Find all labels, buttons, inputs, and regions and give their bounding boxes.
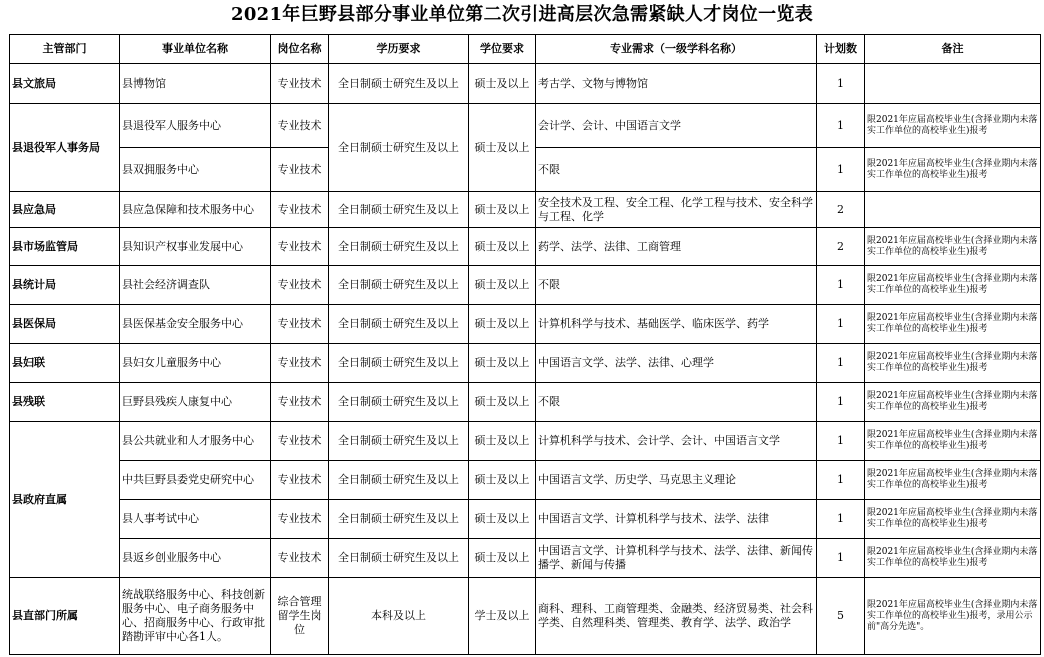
count-cell: 1 xyxy=(817,500,865,539)
degree-cell: 硕士及以上 xyxy=(469,344,536,383)
note-cell: 限2021年应届高校毕业生(含择业期内未落实工作单位的高校毕业生)报考，录用公示前"高分先选"。 xyxy=(865,578,1041,655)
edu-cell: 全日制硕士研究生及以上 xyxy=(329,266,469,305)
dept-cell: 县退役军人事务局 xyxy=(10,104,120,192)
major-cell: 中国语言文学、计算机科学与技术、法学、法律、新闻传播学、新闻与传播 xyxy=(536,539,817,578)
dept-cell: 县市场监管局 xyxy=(10,228,120,266)
edu-cell: 本科及以上 xyxy=(329,578,469,655)
dept-cell: 县应急局 xyxy=(10,192,120,228)
table-row xyxy=(10,383,1041,422)
count-cell: 1 xyxy=(817,305,865,344)
count-cell: 1 xyxy=(817,64,865,104)
note-cell: 限2021年应届高校毕业生(含择业期内未落实工作单位的高校毕业生)报考 xyxy=(865,148,1041,192)
count-cell: 1 xyxy=(817,539,865,578)
major-cell: 商科、理科、工商管理类、金融类、经济贸易类、社会科学类、自然理科类、管理类、教育学、法学、政治学 xyxy=(536,578,817,655)
degree-cell: 硕士及以上 xyxy=(469,422,536,461)
edu-cell: 全日制硕士研究生及以上 xyxy=(329,64,469,104)
count-cell: 1 xyxy=(817,422,865,461)
count-cell: 1 xyxy=(817,344,865,383)
unit-cell: 统战联络服务中心、科技创新服务中心、电子商务服务中心、招商服务中心、行政审批踏勘评审中心各1人。 xyxy=(120,578,271,655)
major-cell: 安全技术及工程、安全工程、化学工程与技术、安全科学与工程、化学 xyxy=(536,192,817,228)
unit-cell: 巨野县残疾人康复中心 xyxy=(120,383,271,422)
note-cell: 限2021年应届高校毕业生(含择业期内未落实工作单位的高校毕业生)报考 xyxy=(865,461,1041,500)
count-cell: 2 xyxy=(817,192,865,228)
major-cell: 会计学、会计、中国语言文学 xyxy=(536,104,817,148)
post-cell: 专业技术 xyxy=(271,104,329,148)
table-row xyxy=(10,500,1041,539)
post-cell: 专业技术 xyxy=(271,64,329,104)
post-cell: 专业技术 xyxy=(271,383,329,422)
note-cell: 限2021年应届高校毕业生(含择业期内未落实工作单位的高校毕业生)报考 xyxy=(865,539,1041,578)
degree-cell: 硕士及以上 xyxy=(469,192,536,228)
post-cell: 专业技术 xyxy=(271,228,329,266)
table-row xyxy=(10,578,1041,655)
table-row xyxy=(10,266,1041,305)
col-header-count: 计划数 xyxy=(817,35,865,64)
note-cell: 限2021年应届高校毕业生(含择业期内未落实工作单位的高校毕业生)报考 xyxy=(865,305,1041,344)
unit-cell: 县退役军人服务中心 xyxy=(120,104,271,148)
table-row xyxy=(10,461,1041,500)
note-cell: 限2021年应届高校毕业生(含择业期内未落实工作单位的高校毕业生)报考 xyxy=(865,422,1041,461)
unit-cell: 县博物馆 xyxy=(120,64,271,104)
unit-cell: 县返乡创业服务中心 xyxy=(120,539,271,578)
major-cell: 计算机科学与技术、会计学、会计、中国语言文学 xyxy=(536,422,817,461)
header-row xyxy=(10,35,1041,64)
edu-cell: 全日制硕士研究生及以上 xyxy=(329,305,469,344)
post-cell: 专业技术 xyxy=(271,539,329,578)
dept-cell: 县医保局 xyxy=(10,305,120,344)
edu-cell: 全日制硕士研究生及以上 xyxy=(329,539,469,578)
major-cell: 考古学、文物与博物馆 xyxy=(536,64,817,104)
table-row xyxy=(10,422,1041,461)
table-row xyxy=(10,305,1041,344)
count-cell: 1 xyxy=(817,148,865,192)
post-cell: 专业技术 xyxy=(271,148,329,192)
degree-cell: 硕士及以上 xyxy=(469,305,536,344)
edu-cell: 全日制硕士研究生及以上 xyxy=(329,344,469,383)
post-cell: 专业技术 xyxy=(271,192,329,228)
edu-cell: 全日制硕士研究生及以上 xyxy=(329,104,469,192)
table-row xyxy=(10,104,1041,148)
dept-cell: 县妇联 xyxy=(10,344,120,383)
count-cell: 2 xyxy=(817,228,865,266)
note-cell: 限2021年应届高校毕业生(含择业期内未落实工作单位的高校毕业生)报考 xyxy=(865,104,1041,148)
col-header-note: 备注 xyxy=(865,35,1041,64)
edu-cell: 全日制硕士研究生及以上 xyxy=(329,192,469,228)
post-cell: 综合管理留学生岗位 xyxy=(271,578,329,655)
post-cell: 专业技术 xyxy=(271,344,329,383)
degree-cell: 硕士及以上 xyxy=(469,539,536,578)
col-header-unit: 事业单位名称 xyxy=(120,35,271,64)
table-row xyxy=(10,344,1041,383)
major-cell: 不限 xyxy=(536,148,817,192)
count-cell: 1 xyxy=(817,266,865,305)
major-cell: 中国语言文学、计算机科学与技术、法学、法律 xyxy=(536,500,817,539)
note-cell: 限2021年应届高校毕业生(含择业期内未落实工作单位的高校毕业生)报考 xyxy=(865,344,1041,383)
major-cell: 中国语言文学、历史学、马克思主义理论 xyxy=(536,461,817,500)
dept-cell: 县政府直属 xyxy=(10,422,120,578)
table-row xyxy=(10,539,1041,578)
major-cell: 中国语言文学、法学、法律、心理学 xyxy=(536,344,817,383)
post-cell: 专业技术 xyxy=(271,305,329,344)
degree-cell: 硕士及以上 xyxy=(469,383,536,422)
note-cell: 限2021年应届高校毕业生(含择业期内未落实工作单位的高校毕业生)报考 xyxy=(865,228,1041,266)
post-cell: 专业技术 xyxy=(271,461,329,500)
degree-cell: 学士及以上 xyxy=(469,578,536,655)
dept-cell: 县文旅局 xyxy=(10,64,120,104)
note-cell xyxy=(865,192,1041,228)
unit-cell: 县双拥服务中心 xyxy=(120,148,271,192)
unit-cell: 县公共就业和人才服务中心 xyxy=(120,422,271,461)
col-header-post: 岗位名称 xyxy=(271,35,329,64)
page-title: 2021年巨野县部分事业单位第二次引进高层次急需紧缺人才岗位一览表 xyxy=(231,4,813,25)
note-cell: 限2021年应届高校毕业生(含择业期内未落实工作单位的高校毕业生)报考 xyxy=(865,383,1041,422)
degree-cell: 硕士及以上 xyxy=(469,104,536,192)
dept-cell: 县统计局 xyxy=(10,266,120,305)
edu-cell: 全日制硕士研究生及以上 xyxy=(329,500,469,539)
degree-cell: 硕士及以上 xyxy=(469,461,536,500)
dept-cell: 县残联 xyxy=(10,383,120,422)
dept-cell: 县直部门所属 xyxy=(10,578,120,655)
col-header-edu: 学历要求 xyxy=(329,35,469,64)
edu-cell: 全日制硕士研究生及以上 xyxy=(329,461,469,500)
count-cell: 1 xyxy=(817,104,865,148)
table-row xyxy=(10,192,1041,228)
unit-cell: 县妇女儿童服务中心 xyxy=(120,344,271,383)
positions-table xyxy=(9,34,1041,655)
degree-cell: 硕士及以上 xyxy=(469,228,536,266)
unit-cell: 县应急保障和技术服务中心 xyxy=(120,192,271,228)
col-header-degree: 学位要求 xyxy=(469,35,536,64)
table-row xyxy=(10,64,1041,104)
col-header-major: 专业需求（一级学科名称） xyxy=(536,35,817,64)
unit-cell: 县人事考试中心 xyxy=(120,500,271,539)
unit-cell: 县知识产权事业发展中心 xyxy=(120,228,271,266)
note-cell xyxy=(865,64,1041,104)
post-cell: 专业技术 xyxy=(271,422,329,461)
edu-cell: 全日制硕士研究生及以上 xyxy=(329,383,469,422)
major-cell: 计算机科学与技术、基础医学、临床医学、药学 xyxy=(536,305,817,344)
unit-cell: 县社会经济调查队 xyxy=(120,266,271,305)
unit-cell: 县医保基金安全服务中心 xyxy=(120,305,271,344)
note-cell: 限2021年应届高校毕业生(含择业期内未落实工作单位的高校毕业生)报考 xyxy=(865,266,1041,305)
count-cell: 1 xyxy=(817,383,865,422)
table-row xyxy=(10,228,1041,266)
major-cell: 药学、法学、法律、工商管理 xyxy=(536,228,817,266)
count-cell: 1 xyxy=(817,461,865,500)
post-cell: 专业技术 xyxy=(271,266,329,305)
unit-cell: 中共巨野县委党史研究中心 xyxy=(120,461,271,500)
post-cell: 专业技术 xyxy=(271,500,329,539)
degree-cell: 硕士及以上 xyxy=(469,500,536,539)
major-cell: 不限 xyxy=(536,266,817,305)
degree-cell: 硕士及以上 xyxy=(469,266,536,305)
major-cell: 不限 xyxy=(536,383,817,422)
edu-cell: 全日制硕士研究生及以上 xyxy=(329,422,469,461)
count-cell: 5 xyxy=(817,578,865,655)
edu-cell: 全日制硕士研究生及以上 xyxy=(329,228,469,266)
note-cell: 限2021年应届高校毕业生(含择业期内未落实工作单位的高校毕业生)报考 xyxy=(865,500,1041,539)
degree-cell: 硕士及以上 xyxy=(469,64,536,104)
col-header-dept: 主管部门 xyxy=(10,35,120,64)
